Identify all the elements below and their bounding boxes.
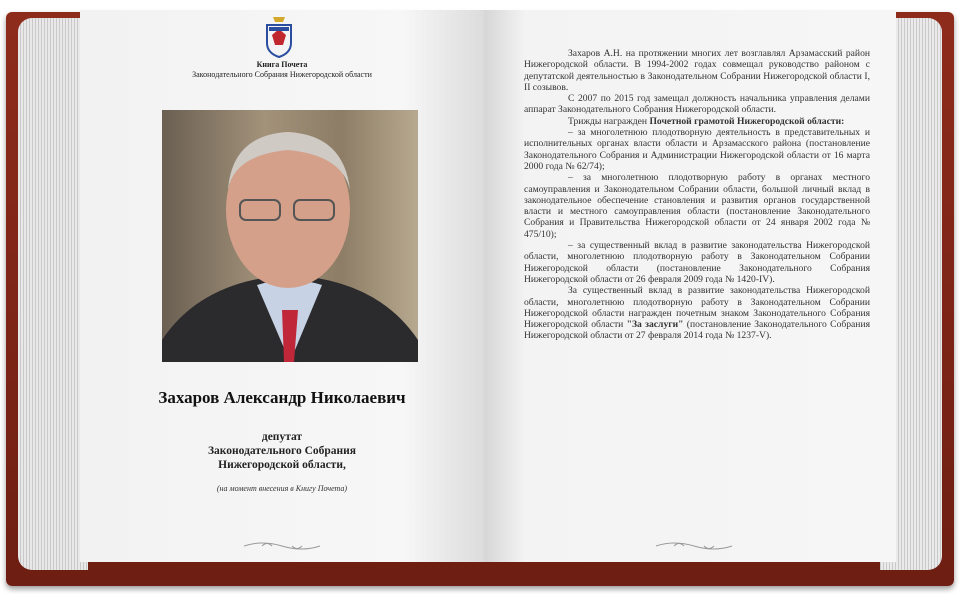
paragraph: Захаров А.Н. на протяжении многих лет возглавлял Арзамасский район Нижегородской области. В 1994-2002 годах совмещал руководство районом с депутатской деятельностью в Законодательном Собрании Нижегородской области I, II созывов.	[524, 48, 870, 93]
paragraph-text: Трижды награжден	[568, 115, 650, 127]
coat-of-arms-icon	[263, 15, 295, 59]
portrait-photo	[162, 110, 418, 362]
paragraph	[524, 285, 870, 341]
book-title: Книга Почета	[256, 60, 308, 69]
paragraph: – за многолетнюю плодотворную работу в органах местного самоуправления и Законодательном Собрании области, большой личный вклад в законодательное обеспечение становления и развития органов государственной власти и местного самоуправления области (постановление Законодательного Собрания и Правительства Нижегородской области от 24 января 2002 года № 475/10);	[524, 172, 870, 240]
entry-note: (на момент внесения в Книгу Почета)	[216, 484, 348, 493]
book-subtitle: Законодательного Собрания Нижегородской области	[192, 70, 372, 79]
role-line: депутат	[261, 431, 303, 443]
right-page	[484, 10, 896, 562]
award-name: Почетной грамотой Нижегородской области:	[649, 115, 845, 127]
role-line: Законодательного Собрания	[207, 445, 356, 457]
award-name: "За заслуги"	[626, 319, 684, 331]
person-role	[80, 430, 484, 472]
paragraph: С 2007 по 2015 год замещал должность начальника управления делами аппарат Законодательного Собрания Нижегородской области.	[524, 93, 870, 116]
role-line: Нижегородской области,	[218, 459, 346, 471]
ornament-icon	[654, 540, 734, 552]
ornament-icon	[242, 540, 322, 552]
paragraph: – за многолетнюю плодотворную деятельность в представительных и исполнительных органах власти области и Арзамасского района (постановление Законодательного Собрания и Администрации Нижегородской области от 16 марта 2000 года № 62/74);	[524, 127, 870, 172]
biography-text	[524, 48, 870, 342]
left-page	[80, 10, 484, 562]
person-name: Захаров Александр Николаевич	[158, 388, 406, 407]
paragraph	[524, 116, 870, 127]
paragraph: – за существенный вклад в развитие законодательства Нижегородской области, многолетнюю плодотворную работу в Законодательном Собрании Нижегородской области (постановление Законодательного Собрания Нижегородской области от 26 февраля 2009 года № 1420-IV).	[524, 240, 870, 285]
page-stack-left	[18, 18, 88, 570]
paragraph-text: (постановление Законодательного Собрания Нижегородской области от 27 февраля 2014 года № 1237-V).	[524, 319, 870, 342]
paragraph-text: За существенный вклад в развитие законодательства Нижегородской области, многолетнюю плодотворную работу в Законодательном Собрании Нижегородской области награжден почетным знаком Законодательного Собрания Нижегородской области	[524, 285, 870, 331]
